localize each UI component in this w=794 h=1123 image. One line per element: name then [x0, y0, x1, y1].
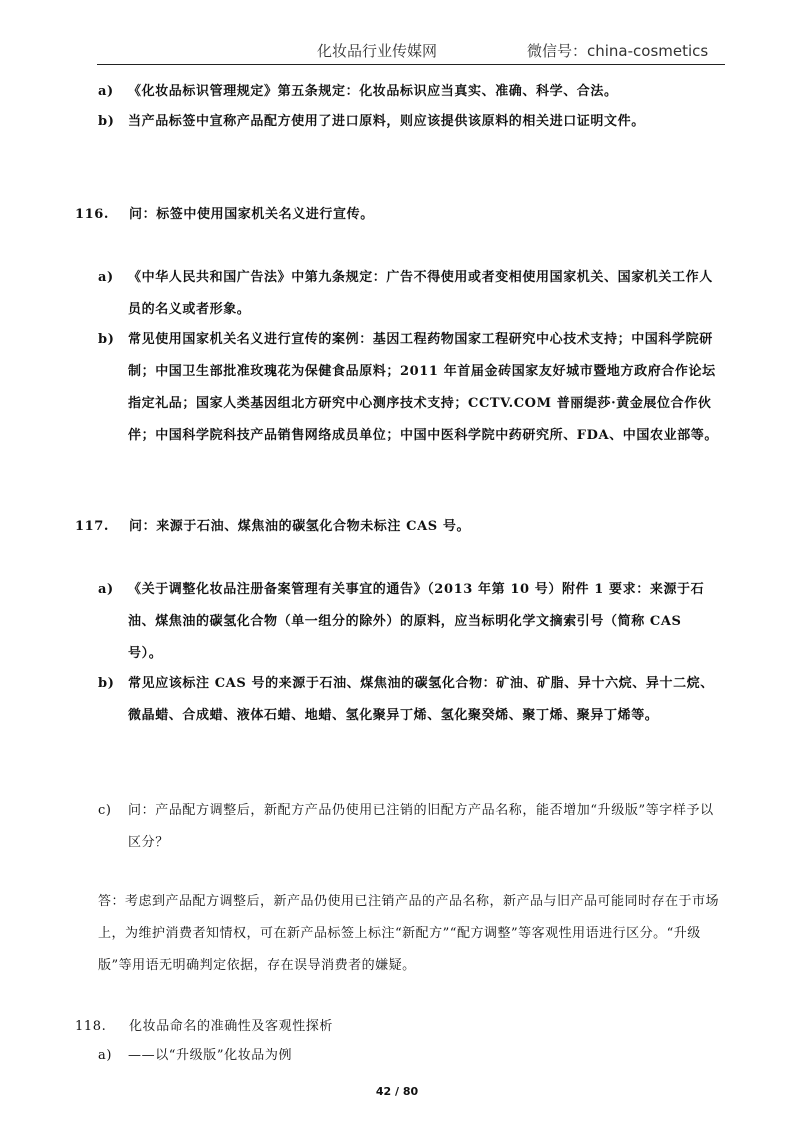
answer-paragraph: 答：考虑到产品配方调整后，新产品仍使用已注销产品的产品名称，新产品与旧产品可能同时存在于市场上，为维护消费者知情权，可在新产品标签上标注“新配方”“配方调整”等客观性用语进行区分。“升级版”等用语无明确判定依据，存在误导消费者的嫌疑。 — [98, 894, 720, 973]
item-marker: a) — [98, 1048, 113, 1063]
item-text: 常见使用国家机关名义进行宣传的案例：基因工程药物国家工程研究中心技术支持；中国科学院研制；中国卫生部批准玫瑰花为保健食品原料；2011 年首届金砖国家友好城市暨地方政府合作论坛指定礼品；国家人类基因组北方研究中心测序技术支持；CCTV.COM 普丽缇莎·黄金展位合作伙伴；中国科学院科技产品销售网络成员单位；中国中医科学院中药研究所、FDA、中国农业部等。 — [128, 332, 718, 443]
item-text: 《关于调整化妆品注册备案管理有关事宜的通告》（2013 年第 10 号）附件 1 要求：来源于石油、煤焦油的碳氢化合物（单一组分的除外）的原料，应当标明化学文摘索引号（简称 CAS 号）。 — [128, 582, 705, 661]
item-text: ——以“升级版”化妆品为例 — [128, 1048, 293, 1063]
item-marker: a) — [98, 582, 114, 597]
question-number: 116. — [75, 207, 110, 222]
question-text: 问：来源于石油、煤焦油的碳氢化合物未标注 CAS 号。 — [129, 519, 471, 534]
question-number: 118. — [75, 1019, 107, 1034]
site-name: 化妆品行业传媒网 — [317, 42, 438, 60]
item-marker: a) — [98, 84, 114, 99]
question-text: 问：标签中使用国家机关名义进行宣传。 — [129, 207, 374, 222]
item-text: 《化妆品标识管理规定》第五条规定：化妆品标识应当真实、准确、科学、合法。 — [128, 84, 618, 99]
item-marker: a) — [98, 270, 114, 285]
page-number: 42 / 80 — [375, 1085, 419, 1098]
item-marker: c) — [98, 803, 112, 818]
item-text: 当产品标签中宣称产品配方使用了进口原料，则应该提供该原料的相关进口证明文件。 — [128, 114, 645, 129]
wechat-id: 微信号：china-cosmetics — [527, 42, 709, 60]
item-marker: b) — [98, 332, 115, 347]
question-number: 117. — [75, 519, 110, 534]
page-header — [97, 38, 725, 65]
item-marker: b) — [98, 114, 115, 129]
question-title: 化妆品命名的准确性及客观性探析 — [129, 1019, 334, 1034]
item-text: 问：产品配方调整后，新配方产品仍使用已注销的旧配方产品名称，能否增加“升级版”等字样予以区分？ — [128, 803, 714, 850]
item-text: 《中华人民共和国广告法》中第九条规定：广告不得使用或者变相使用国家机关、国家机关工作人员的名义或者形象。 — [128, 270, 713, 317]
item-text: 常见应该标注 CAS 号的来源于石油、煤焦油的碳氢化合物：矿油、矿脂、异十六烷、异十二烷、微晶蜡、合成蜡、液体石蜡、地蜡、氢化聚异丁烯、氢化聚癸烯、聚丁烯、聚异丁烯等。 — [128, 676, 714, 723]
item-marker: b) — [98, 676, 115, 691]
